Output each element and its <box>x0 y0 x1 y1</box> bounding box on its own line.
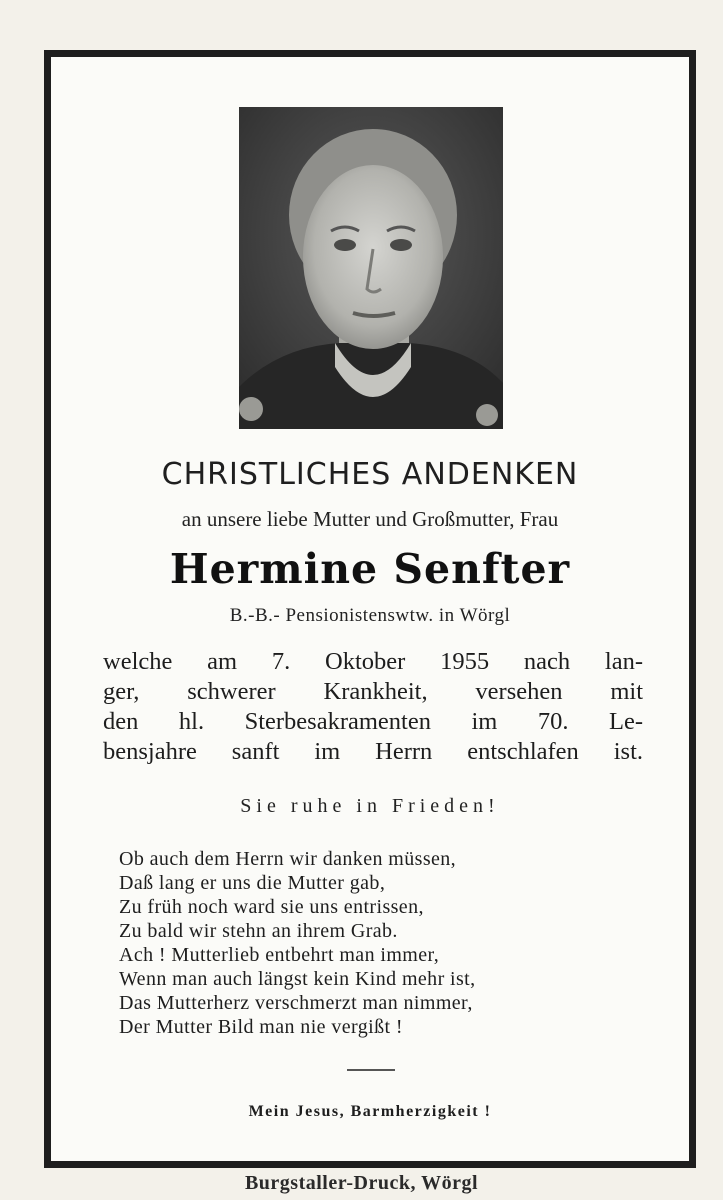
dedication-line: an unsere liebe Mutter und Großmutter, Frau <box>181 507 559 531</box>
obituary-line: bensjahre sanft im Herrn entschlafen ist. <box>103 738 643 765</box>
divider-rule <box>347 1069 395 1071</box>
obituary-line: ger, schwerer Krankheit, versehen mit <box>103 678 643 705</box>
portrait-illustration <box>239 107 503 429</box>
poem-line: Wenn man auch längst kein Kind mehr ist, <box>119 968 476 990</box>
poem-line: Zu früh noch ward sie uns entrissen, <box>119 896 424 918</box>
obituary-line: welche am 7. Oktober 1955 nach lan- <box>103 648 643 675</box>
obituary-text <box>103 647 643 767</box>
portrait-photo <box>239 107 503 429</box>
memorial-card <box>44 50 696 1168</box>
rest-in-peace: Sie ruhe in Frieden! <box>240 795 500 817</box>
prayer-line: Mein Jesus, Barmherzigkeit ! <box>248 1103 492 1120</box>
printer-credit: Burgstaller-Druck, Wörgl <box>244 1172 479 1194</box>
poem-line: Zu bald wir stehn an ihrem Grab. <box>119 920 398 942</box>
poem-line: Ob auch dem Herrn wir danken müssen, <box>119 848 457 870</box>
occupation-line: B.-B.- Pensionistenswtw. in Wörgl <box>229 605 511 626</box>
poem-line: Das Mutterherz verschmerzt man nimmer, <box>119 992 473 1014</box>
poem-line: Ach ! Mutterlieb entbehrt man immer, <box>119 944 440 966</box>
obituary-line: den hl. Sterbesakramenten im 70. Le- <box>103 708 643 735</box>
poem-line: Der Mutter Bild man nie vergißt ! <box>119 1016 403 1038</box>
deceased-name: Hermine Senfter <box>169 545 571 593</box>
card-heading: CHRISTLICHES ANDENKEN <box>161 457 579 492</box>
poem <box>119 847 639 1039</box>
card-content <box>51 57 689 1161</box>
poem-line: Daß lang er uns die Mutter gab, <box>119 872 386 894</box>
